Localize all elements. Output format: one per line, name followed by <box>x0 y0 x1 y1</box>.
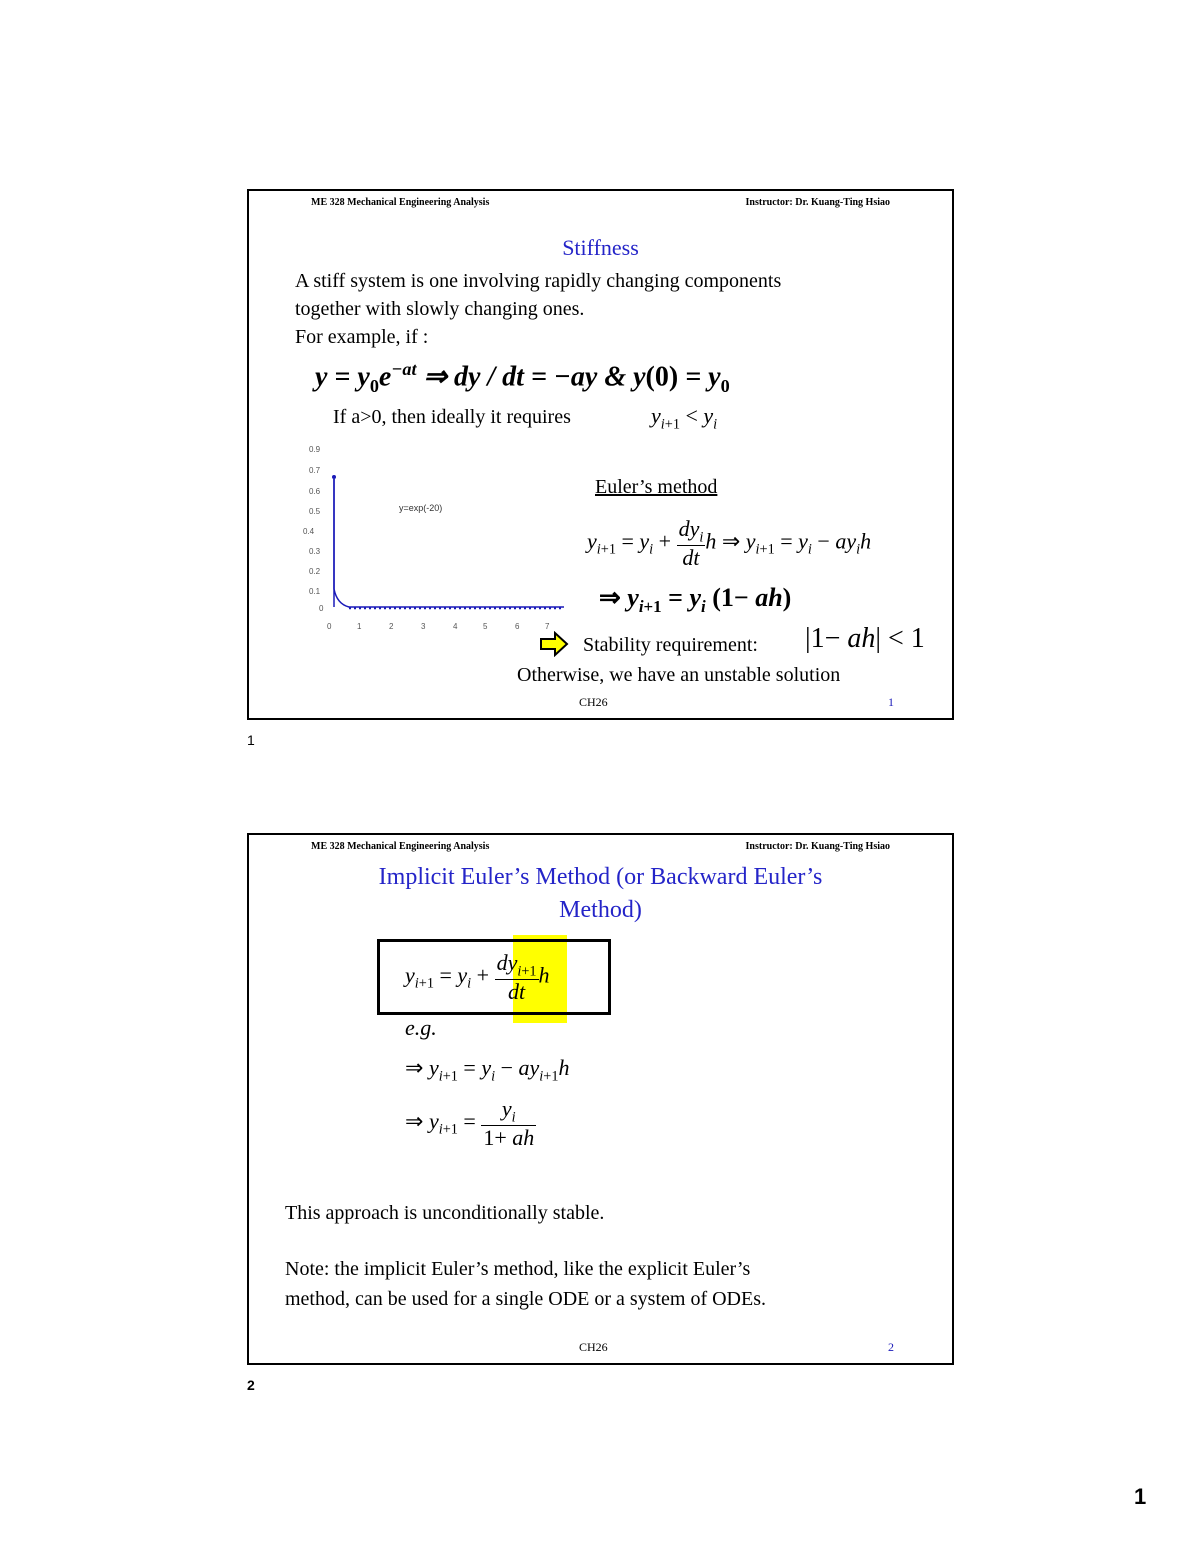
start-marker <box>332 475 336 479</box>
note-line-2: method, can be used for a single ODE or a system of ODEs. <box>285 1288 766 1310</box>
exponential-equation: $y = y_0e^{-at}$ ⇒ dy / dt = −ay & $y(0) = y_0$ <box>315 359 730 396</box>
slide-title: Stiffness <box>562 235 639 260</box>
slide-label-1: 1 <box>247 732 255 748</box>
y-tick-label: 0.1 <box>309 587 321 596</box>
stability-label: Stability requirement: <box>583 634 758 656</box>
x-tick-label: 2 <box>389 622 394 631</box>
slide-label-2: 2 <box>247 1377 255 1393</box>
eg-label: e.g. <box>405 1015 437 1040</box>
decay-curve <box>334 479 564 607</box>
slide-2 <box>247 833 954 1365</box>
note-line-1: Note: the implicit Euler’s method, like the explicit Euler’s <box>285 1258 751 1280</box>
stable-text: This approach is unconditionally stable. <box>285 1202 605 1224</box>
y-tick-label: 0.9 <box>309 445 321 454</box>
arrow-right-icon <box>539 631 569 657</box>
if-text: If a>0, then ideally it requires <box>333 406 571 428</box>
body-line-2: together with slowly changing ones. <box>295 298 585 320</box>
x-tick-label: 7 <box>545 622 550 631</box>
y-tick-label: 0 <box>319 604 324 613</box>
implicit-solution-equation: ⇒ $y_{i+1}$ = $\frac{y_i}{1+ ah}$ <box>405 1096 535 1151</box>
title-line-2: Method) <box>559 897 642 923</box>
page-number: 1 <box>1134 1484 1147 1509</box>
title-line-1: Implicit Euler’s Method (or Backward Euler’s <box>378 864 823 890</box>
explicit-euler-equation: $y_{i+1} = y_i$ + $\frac{dy_i}{dt}$ h ⇒ $y_{i+1} = y_i - ay_ih$ <box>587 516 872 571</box>
plot-legend: y=exp(-20) <box>399 503 443 513</box>
x-tick-label: 0 <box>327 622 332 631</box>
instructor-header: Instructor: Dr. Kuang-Ting Hsiao <box>745 841 890 852</box>
y-tick-label: 0.4 <box>303 527 315 536</box>
y-tick-label: 0.7 <box>309 466 321 475</box>
x-tick-label: 6 <box>515 622 520 631</box>
euler-heading: Euler’s method <box>595 476 718 498</box>
course-header: ME 328 Mechanical Engineering Analysis <box>311 197 490 208</box>
instructor-header: Instructor: Dr. Kuang-Ting Hsiao <box>745 197 890 208</box>
slide-number: 1 <box>888 695 894 709</box>
slide-number: 2 <box>888 1340 894 1354</box>
x-tick-label: 4 <box>453 622 458 631</box>
implicit-euler-equation: $y_{i+1} = y_i$ + $\frac{dy_{i+1}}{dt}$ h <box>405 950 550 1005</box>
body-line-3: For example, if : <box>295 326 429 348</box>
slide-title <box>249 861 952 927</box>
chapter-footer: CH26 <box>579 1340 608 1354</box>
x-tick-label: 3 <box>421 622 426 631</box>
slide-1 <box>247 189 954 720</box>
x-tick-label: 1 <box>357 622 362 631</box>
y-tick-label: 0.5 <box>309 507 321 516</box>
chapter-footer: CH26 <box>579 695 608 709</box>
y-tick-label: 0.3 <box>309 547 321 556</box>
decay-plot <box>289 439 579 639</box>
course-header: ME 328 Mechanical Engineering Analysis <box>311 841 490 852</box>
y-tick-label: 0.6 <box>309 487 321 496</box>
x-tick-label: 5 <box>483 622 488 631</box>
implicit-step-equation: ⇒ $y_{i+1} = y_i - ay_{i+1}h$ <box>405 1055 570 1085</box>
decay-condition: $y_{i+1} < y_i$ <box>651 403 718 433</box>
unstable-note: Otherwise, we have an unstable solution <box>517 664 841 686</box>
y-tick-label: 0.2 <box>309 567 321 576</box>
stability-inequality: |1− ah| < 1 <box>805 623 925 654</box>
euler-factored-equation: ⇒ $y_{i+1} = y_i$ (1− ah) <box>599 583 792 617</box>
body-line-1: A stiff system is one involving rapidly changing components <box>295 270 782 292</box>
